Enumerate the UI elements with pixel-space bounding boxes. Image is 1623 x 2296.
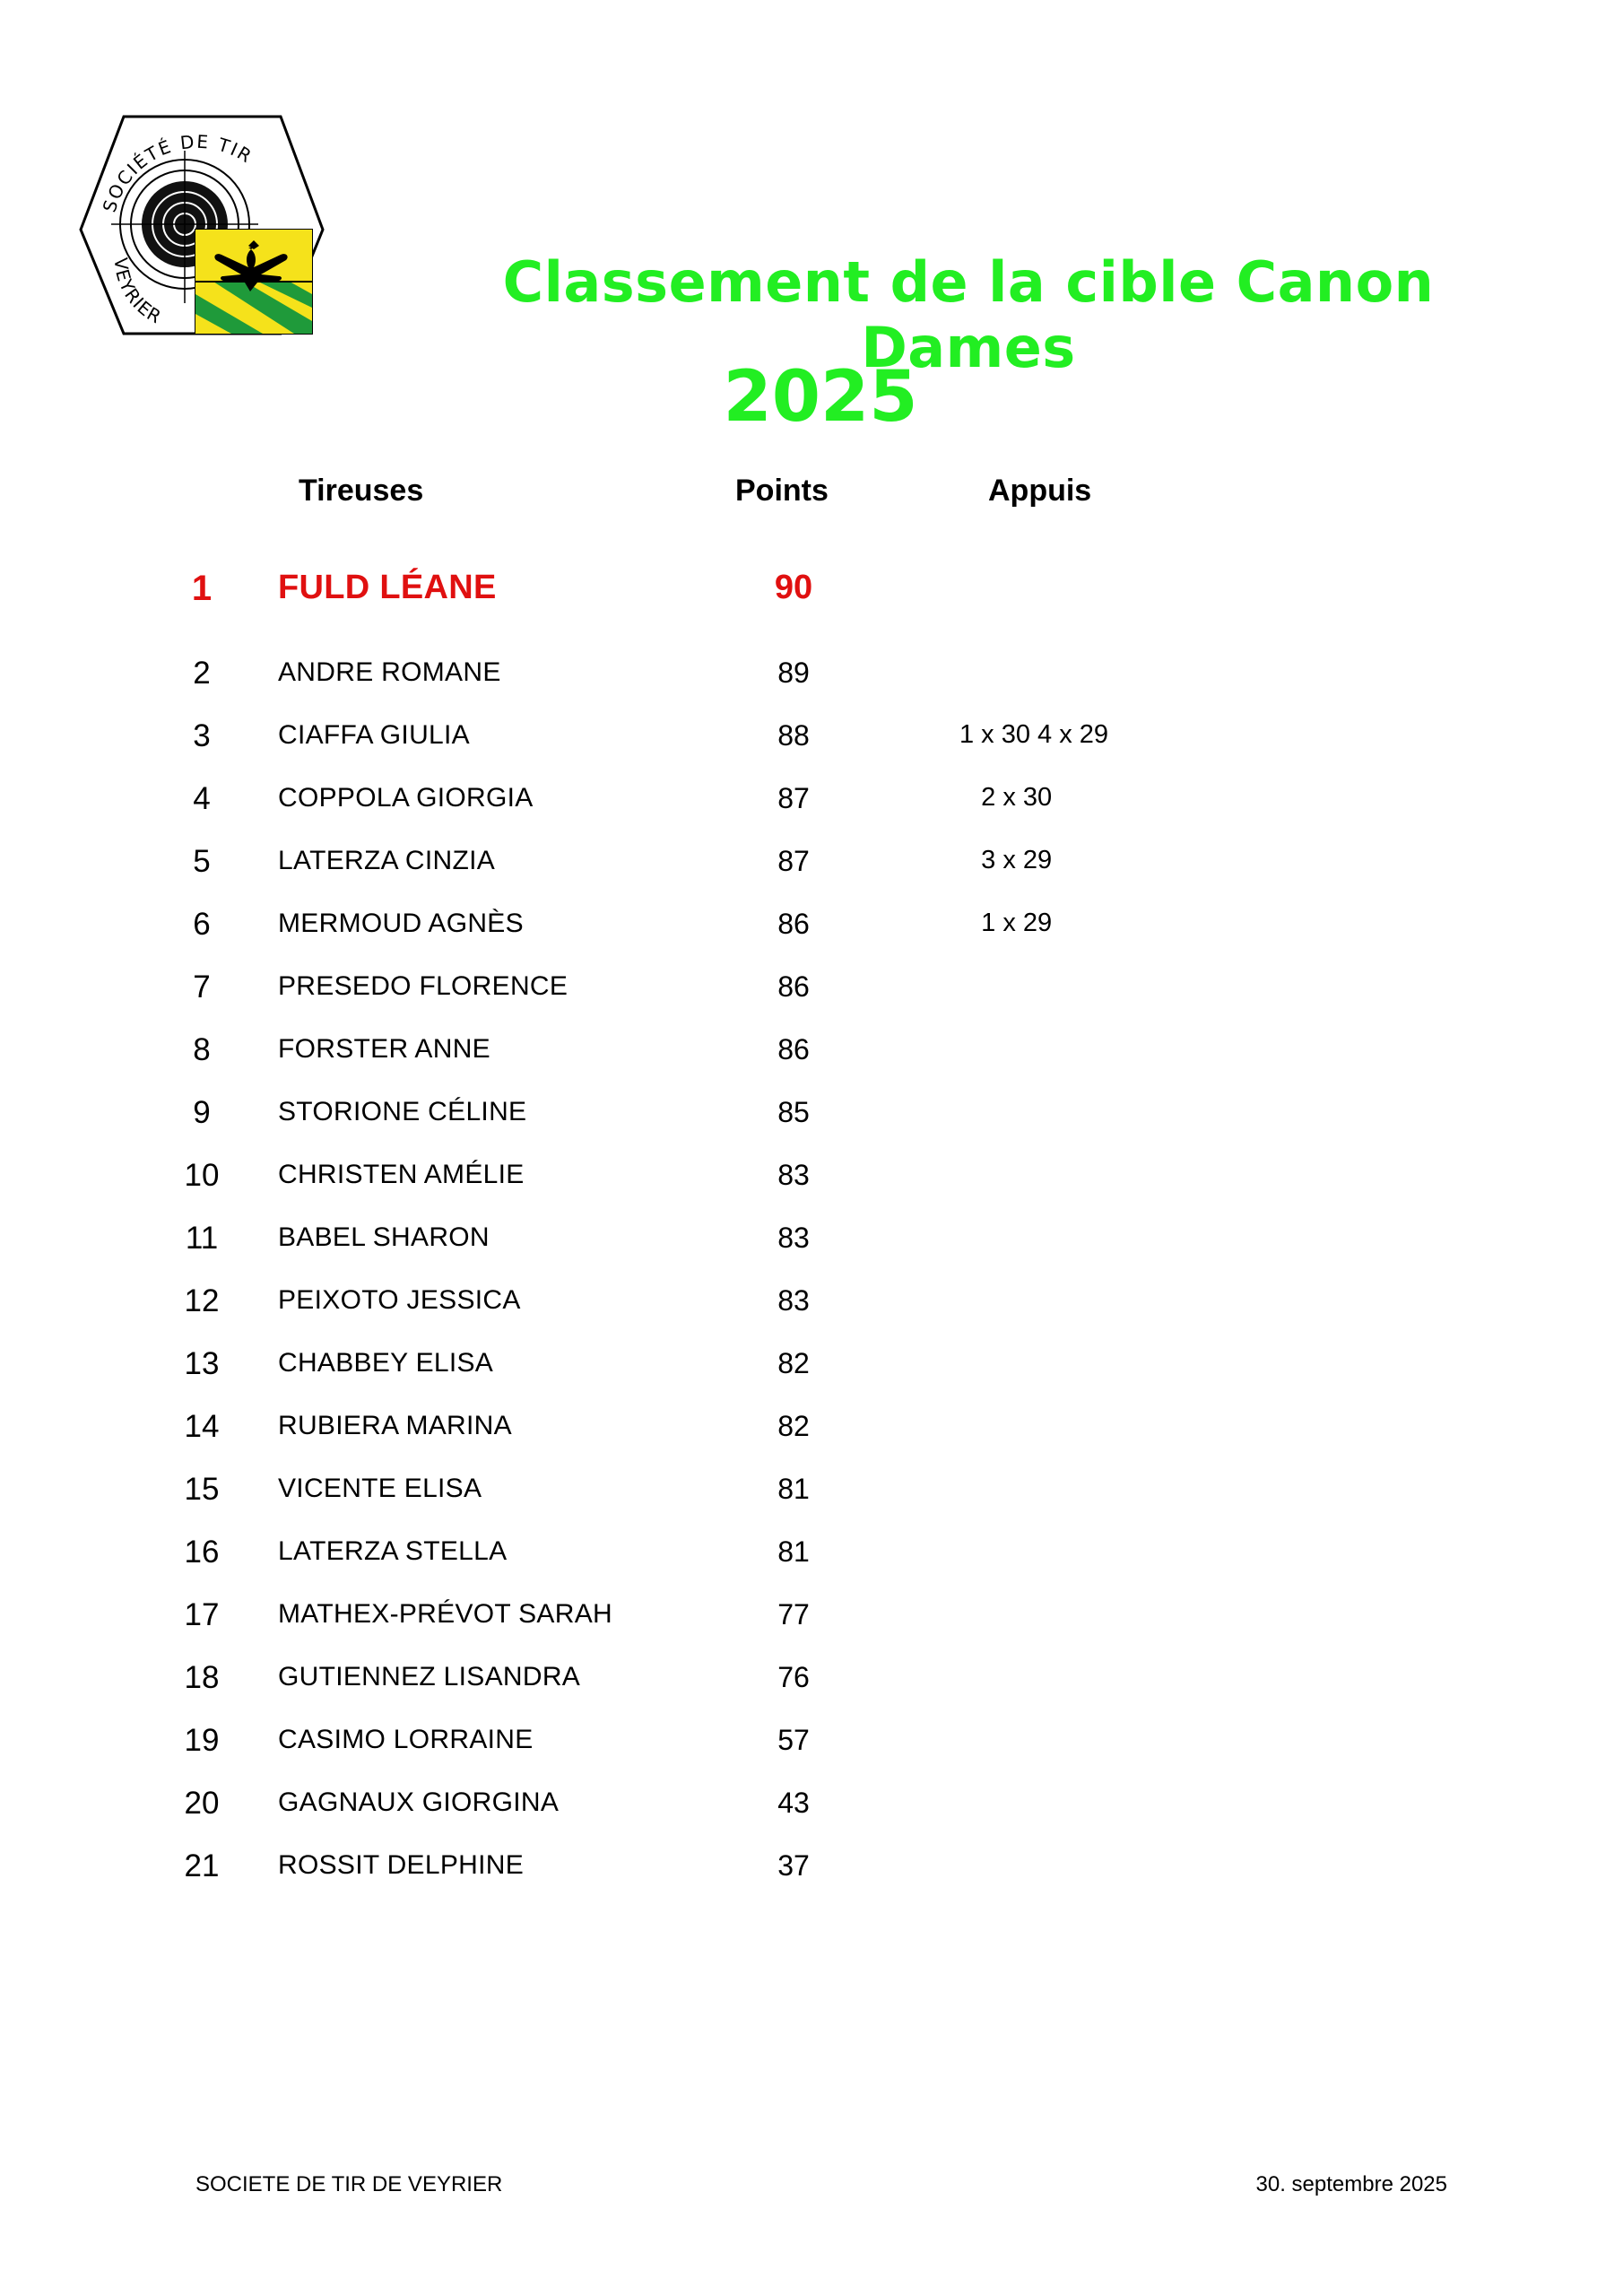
name-cell: LATERZA CINZIA <box>278 846 496 875</box>
name-cell: MATHEX-PRÉVOT SARAH <box>278 1599 612 1629</box>
table-row <box>0 1402 1623 1456</box>
table-row <box>0 565 1623 619</box>
name-cell: LATERZA STELLA <box>278 1536 508 1566</box>
rank-cell: 2 <box>193 656 211 691</box>
table-row <box>0 1527 1623 1581</box>
points-cell: 83 <box>777 1159 810 1191</box>
header-appuis: Appuis <box>988 474 1092 508</box>
appuis-cell: 1 x 30 4 x 29 <box>959 720 1109 749</box>
rank-cell: 1 <box>191 569 213 608</box>
name-cell: GAGNAUX GIORGINA <box>278 1787 560 1817</box>
table-row <box>0 1213 1623 1267</box>
points-cell: 43 <box>777 1787 810 1819</box>
rank-cell: 7 <box>193 970 211 1004</box>
eagle-crest-icon <box>195 230 312 334</box>
rank-cell: 21 <box>184 1848 220 1883</box>
name-cell: PEIXOTO JESSICA <box>278 1285 521 1315</box>
points-cell: 57 <box>777 1724 810 1756</box>
footer-club-name: SOCIETE DE TIR DE VEYRIER <box>195 2172 503 2196</box>
name-cell: CHRISTEN AMÉLIE <box>278 1160 525 1189</box>
points-cell: 81 <box>777 1473 810 1505</box>
points-cell: 82 <box>777 1347 810 1379</box>
table-row <box>0 774 1623 828</box>
table-row <box>0 1716 1623 1770</box>
points-cell: 76 <box>777 1661 810 1693</box>
rank-cell: 12 <box>184 1283 220 1318</box>
rank-cell: 5 <box>193 844 211 879</box>
points-cell: 81 <box>777 1535 810 1568</box>
name-cell: VICENTE ELISA <box>278 1474 482 1503</box>
table-row <box>0 1025 1623 1079</box>
table-row <box>0 1465 1623 1518</box>
name-cell: FULD LÉANE <box>278 569 497 606</box>
rank-cell: 11 <box>185 1221 219 1256</box>
name-cell: ANDRE ROMANE <box>278 657 501 687</box>
header-tireuses: Tireuses <box>299 474 424 508</box>
points-cell: 88 <box>777 719 810 752</box>
rank-cell: 17 <box>184 1597 220 1632</box>
rank-cell: 18 <box>184 1660 220 1695</box>
name-cell: MERMOUD AGNÈS <box>278 909 524 938</box>
page-title: Classement de la cible Canon Dames <box>502 249 1435 380</box>
name-cell: ROSSIT DELPHINE <box>278 1850 525 1880</box>
rank-cell: 16 <box>184 1535 220 1570</box>
logo-text-bottom: VEYRIER <box>109 257 166 328</box>
points-cell: 87 <box>777 845 810 877</box>
footer-date: 30. septembre 2025 <box>1255 2172 1447 2196</box>
table-row <box>0 648 1623 702</box>
points-cell: 87 <box>777 782 810 814</box>
rank-cell: 4 <box>193 781 211 816</box>
year-text: 2025 <box>723 357 918 438</box>
name-cell: COPPOLA GIORGIA <box>278 783 534 813</box>
rank-cell: 8 <box>193 1032 211 1067</box>
appuis-cell: 2 x 30 <box>959 783 1053 812</box>
points-cell: 85 <box>777 1096 810 1128</box>
rank-cell: 14 <box>184 1409 220 1444</box>
table-row <box>0 1339 1623 1393</box>
page-year <box>0 357 1623 438</box>
club-logo <box>79 115 325 335</box>
rank-cell: 6 <box>193 907 211 942</box>
rank-cell: 20 <box>184 1786 220 1821</box>
name-cell: BABEL SHARON <box>278 1222 490 1252</box>
points-cell: 90 <box>774 569 813 606</box>
table-row <box>0 1590 1623 1644</box>
appuis-cell: 1 x 29 <box>959 909 1053 937</box>
points-cell: 77 <box>777 1598 810 1631</box>
table-row <box>0 962 1623 1016</box>
table-row <box>0 837 1623 891</box>
name-cell: FORSTER ANNE <box>278 1034 490 1064</box>
table-row <box>0 1088 1623 1142</box>
points-cell: 37 <box>777 1849 810 1882</box>
points-cell: 86 <box>777 908 810 940</box>
name-cell: CIAFFA GIULIA <box>278 720 470 750</box>
header-points: Points <box>735 474 829 508</box>
rank-cell: 10 <box>184 1158 220 1193</box>
rank-cell: 19 <box>184 1723 220 1758</box>
points-cell: 89 <box>777 657 810 689</box>
name-cell: STORIONE CÉLINE <box>278 1097 527 1126</box>
points-cell: 86 <box>777 1033 810 1065</box>
appuis-cell: 3 x 29 <box>959 846 1053 874</box>
logo-text-top: SOCIÉTÉ DE TIR <box>98 130 257 215</box>
points-cell: 82 <box>777 1410 810 1442</box>
table-row <box>0 1276 1623 1330</box>
rank-cell: 9 <box>193 1095 211 1130</box>
table-row <box>0 900 1623 953</box>
table-row <box>0 1151 1623 1205</box>
points-cell: 83 <box>777 1222 810 1254</box>
rank-cell: 13 <box>184 1346 220 1381</box>
points-cell: 83 <box>777 1284 810 1317</box>
rank-cell: 3 <box>193 718 211 753</box>
name-cell: RUBIERA MARINA <box>278 1411 512 1440</box>
table-row <box>0 1841 1623 1895</box>
table-row <box>0 711 1623 765</box>
name-cell: CHABBEY ELISA <box>278 1348 494 1378</box>
table-row <box>0 1779 1623 1832</box>
name-cell: GUTIENNEZ LISANDRA <box>278 1662 581 1692</box>
name-cell: CASIMO LORRAINE <box>278 1725 534 1754</box>
table-row <box>0 1653 1623 1707</box>
rank-cell: 15 <box>184 1472 220 1507</box>
name-cell: PRESEDO FLORENCE <box>278 971 568 1001</box>
points-cell: 86 <box>777 970 810 1003</box>
